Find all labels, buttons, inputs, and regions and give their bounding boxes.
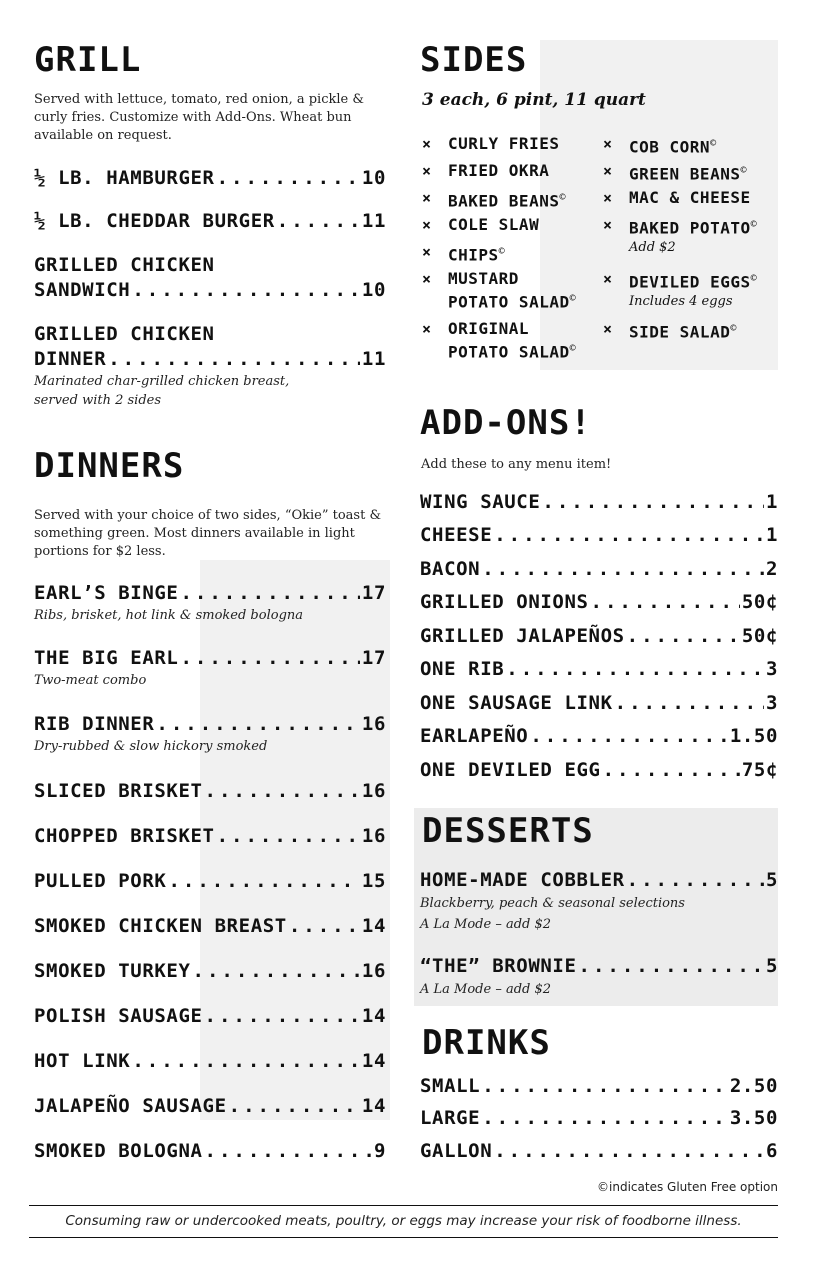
gluten-free-mark: © — [750, 273, 758, 284]
menu-item: BACON ..... 2 — [420, 557, 778, 582]
menu-item: GALLON ..... 6 — [420, 1139, 778, 1164]
menu-item: CHOPPED BRISKET ..... 16 — [34, 824, 386, 849]
menu-item: POLISH SAUSAGE ..... 14 — [34, 1004, 386, 1029]
food-safety-notice: Consuming raw or undercooked meats, poultry, or eggs may increase your risk of foodborne illness. — [65, 1213, 742, 1229]
side-item: × MUSTARD POTATO SALAD© — [422, 269, 577, 312]
menu-item: ONE RIB ..... 3 — [420, 657, 778, 682]
menu-item: WING SAUCE ..... 1 — [420, 490, 778, 515]
gluten-free-mark: © — [710, 138, 717, 149]
gluten-free-mark: © — [750, 219, 758, 230]
side-item: × DEVILED EGGS© Includes 4 eggs — [629, 269, 757, 312]
menu-item: SLICED BRISKET ..... 16 — [34, 779, 386, 804]
gluten-free-mark: © — [559, 192, 566, 203]
menu-item: SMALL ..... 2.50 — [420, 1074, 778, 1099]
menu-item: RIB DINNER ..... 16 Dry-rubbed & slow hickory smoked — [34, 712, 386, 756]
side-item: × COB CORN© — [603, 135, 717, 157]
menu-item: GRILLED CHICKEN DINNER ..... 11 Marinated char-grilled chicken breast, served with 2 sides — [34, 322, 386, 410]
menu-item: SMOKED CHICKEN BREAST ..... 14 — [34, 914, 386, 939]
item-description: Blackberry, peach & seasonal selections — [420, 896, 685, 911]
side-item: × FRIED OKRA — [422, 161, 550, 180]
menu-item: PULLED PORK ..... 15 — [34, 869, 386, 894]
menu-item: SMOKED TURKEY ..... 16 — [34, 959, 386, 984]
sides-subheading: 3 each, 6 pint, 11 quart — [422, 90, 646, 110]
grill-heading: GRILL — [34, 40, 142, 80]
item-description: Dry-rubbed & slow hickory smoked — [34, 739, 268, 754]
menu-item: CHEESE ..... 1 — [420, 523, 778, 548]
side-item: × COLE SLAW — [422, 215, 540, 234]
dinners-heading: DINNERS — [34, 446, 185, 486]
menu-item: HOME-MADE COBBLER ..... 5 Blackberry, peach & seasonal selections A La Mode – add $2 — [420, 868, 778, 935]
menu-item: ½ LB. CHEDDAR BURGER ..... 11 — [34, 209, 386, 234]
menu-item: ONE DEVILED EGG ..... 75¢ — [420, 758, 778, 783]
desserts-heading: DESSERTS — [422, 811, 594, 851]
dinners-intro: Served with your choice of two sides, “Okie” toast & something green. Most dinners available in light portions for $2 less. — [34, 508, 382, 559]
grill-intro: Served with lettuce, tomato, red onion, a pickle & curly fries. Customize with Add-Ons. Wheat bun available on request. — [34, 92, 364, 143]
addons-intro: Add these to any menu item! — [421, 457, 612, 472]
menu-item: LARGE ..... 3.50 — [420, 1106, 778, 1131]
item-description: A La Mode – add $2 — [420, 917, 552, 932]
item-description: A La Mode – add $2 — [420, 982, 552, 997]
side-item: × CHIPS© — [422, 243, 506, 265]
side-note: Add $2 — [629, 240, 676, 256]
footer-rule-bottom — [29, 1237, 778, 1238]
menu-item: GRILLED ONIONS ..... 50¢ — [420, 590, 778, 615]
gluten-free-mark: © — [740, 165, 747, 176]
item-description: Ribs, brisket, hot link & smoked bologna — [34, 608, 304, 623]
footer-rule-top — [29, 1205, 778, 1206]
menu-item: EARLAPEÑO ..... 1.50 — [420, 724, 778, 749]
right-column — [420, 0, 778, 1170]
addons-heading: ADD-ONS! — [420, 403, 592, 443]
side-note: Includes 4 eggs — [629, 294, 733, 310]
gluten-free-mark: © — [569, 343, 577, 354]
item-description: Marinated char-grilled chicken breast, served with 2 sides — [34, 374, 290, 408]
menu-item: GRILLED JALAPEÑOS ..... 50¢ — [420, 624, 778, 649]
menu-item: JALAPEÑO SAUSAGE ..... 14 — [34, 1094, 386, 1119]
side-item: × CURLY FRIES — [422, 134, 560, 153]
menu-item: ½ LB. HAMBURGER ..... 10 — [34, 166, 386, 191]
menu-item: SMOKED BOLOGNA ..... 9 — [34, 1139, 386, 1164]
side-item: × ORIGINAL POTATO SALAD© — [422, 319, 577, 362]
side-item: × GREEN BEANS© — [603, 162, 747, 184]
left-column — [34, 0, 386, 1190]
side-item: × MAC & CHEESE — [603, 188, 751, 207]
menu-item: THE BIG EARL ..... 17 Two-meat combo — [34, 646, 386, 690]
side-item: × SIDE SALAD© — [603, 320, 737, 342]
gluten-free-mark: © — [569, 293, 577, 304]
side-item: × BAKED POTATO© Add $2 — [629, 215, 757, 258]
gluten-free-note: ©indicates Gluten Free option — [597, 1180, 778, 1194]
side-item: × BAKED BEANS© — [422, 189, 566, 211]
gluten-free-mark: © — [498, 246, 506, 257]
drinks-heading: DRINKS — [422, 1023, 551, 1063]
menu-item: ONE SAUSAGE LINK ..... 3 — [420, 691, 778, 716]
gluten-free-mark: © — [730, 323, 737, 334]
menu-item: EARL’S BINGE ..... 17 Ribs, brisket, hot link & smoked bologna — [34, 581, 386, 625]
menu-item: “THE” BROWNIE ..... 5 A La Mode – add $2 — [420, 954, 778, 1001]
item-description: Two-meat combo — [34, 673, 147, 688]
sides-heading: SIDES — [420, 40, 528, 80]
menu-item: GRILLED CHICKEN SANDWICH ..... 10 — [34, 253, 386, 303]
menu-item: HOT LINK ..... 14 — [34, 1049, 386, 1074]
